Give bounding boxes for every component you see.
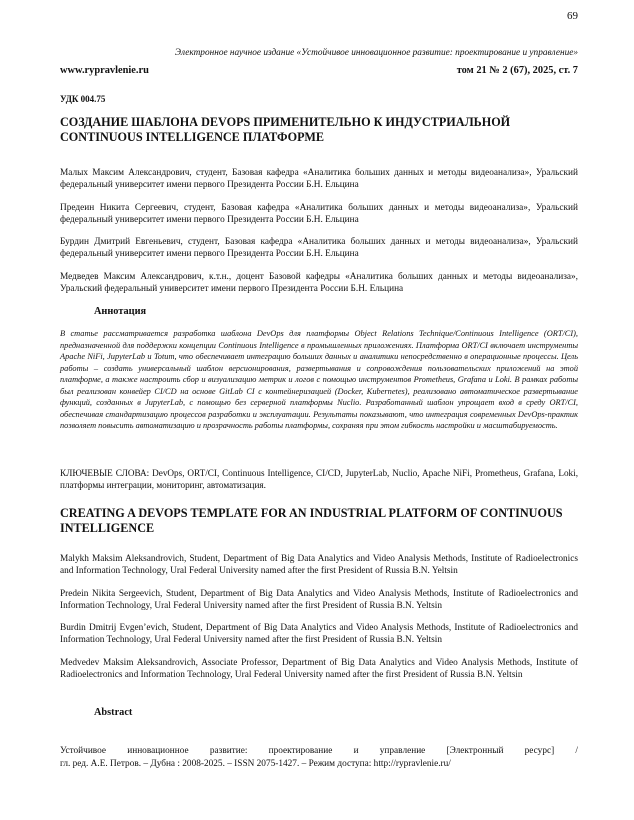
author-en-3: Burdin Dmitrij Evgen’evich, Student, Department of Big Data Analytics and Video Analysis Methods, Institute of Radioelectronics and Information Technology, Ural Federal University named after the first President of Russia B.N. Yeltsin xyxy=(60,623,578,646)
article-title-ru: СОЗДАНИЕ ШАБЛОНА DEVOPS ПРИМЕНИТЕЛЬНО К ИНДУСТРИАЛЬНОЙ CONTINUOUS INTELLIGENCE ПЛАТФОРМЕ xyxy=(60,115,511,144)
article-title-en: CREATING A DEVOPS TEMPLATE FOR AN INDUSTRIAL PLATFORM OF CONTINUOUS INTELLIGENCE xyxy=(60,506,563,535)
author-ru-4: Медведев Максим Александрович, к.т.н., доцент Базовой кафедры «Аналитика больших данных и методы видеоанализа», Уральский федеральный университет имени первого Президента России Б.Н. Ельцина xyxy=(60,272,578,295)
annotation-heading: Аннотация xyxy=(94,306,147,317)
author-ru-2: Предеин Никита Сергеевич, студент, Базовая кафедра «Аналитика больших данных и методы видеоанализа», Уральский федеральный университет имени первого Президента России Б.Н. Ельцина xyxy=(60,203,578,226)
journal-title: Электронное научное издание «Устойчивое инновационное развитие: проектирование и управление» xyxy=(174,48,578,58)
author-en-2: Predein Nikita Sergeevich, Student, Department of Big Data Analytics and Video Analysis Methods, Institute of Radioelectronics and Information Technology, Ural Federal University named after the first President of Russia B.N. Yeltsin xyxy=(60,589,578,612)
udk-code: УДК 004.75 xyxy=(60,94,106,104)
footer-line-1: Устойчивое инновационное развитие: проектирование и управление [Электронный ресурс] / xyxy=(60,746,578,756)
abstract-heading: Abstract xyxy=(94,707,133,718)
issue-info: том 21 № 2 (67), 2025, ст. 7 xyxy=(456,65,578,76)
author-en-4: Medvedev Maksim Aleksandrovich, Associate Professor, Department of Big Data Analytics and Video Analysis Methods, Institute of Radioelectronics and Information Technology, Ural Federal University named after the first President of Russia B.N. Yeltsin xyxy=(60,658,578,681)
keywords: КЛЮЧЕВЫЕ СЛОВА: DevOps, ORT/CI, Continuous Intelligence, CI/CD, JupyterLab, Nuclio, Apache NiFi, Prometheus, Grafana, Loki, платформы интеграции, мониторинг, автоматизация. xyxy=(60,468,578,491)
author-ru-3: Бурдин Дмитрий Евгеньевич, студент, Базовая кафедра «Аналитика больших данных и методы видеоанализа», Уральский федеральный университет имени первого Президента России Б.Н. Ельцина xyxy=(60,237,578,260)
journal-website[interactable]: www.rypravlenie.ru xyxy=(60,65,149,76)
footer-line-2: гл. ред. А.Е. Петров. – Дубна : 2008-2025. – ISSN 2075-1427. – Режим доступа: http://rypravlenie.ru/ xyxy=(60,758,451,769)
citation-footer xyxy=(60,745,578,770)
page-number: 69 xyxy=(567,10,578,22)
annotation-text: В статье рассматривается разработка шаблона DevOps для платформы Object Relations Technique/Continuous Intelligence (ORT/CI), предназначенной для поддержки концепции Continuous Intelligence в промышленных приложениях. Платформа ORT/CI включает инструменты Apache NiFi, JupyterLab и Totum, что обеспечивает интеграцию больших данных и аналитики непосредственно в операционные процессы. Цель работы – создать универсальный шаблон версионирования, развертывания и сопровождения пользовательских приложений на этой платформе, а также настроить сбор и визуализацию метрик и логов с помощью инструментов Prometheus, Grafana и Loki. В рамках работы был реализован конвейер CI/CD на основе GitLab CI с контейнеризацией (Docker, Kubernetes), реализовано автоматическое развертывание функций, созданных в JupyterLab, с помощью без серверной платформы Nuclio. Разработанный шаблон упрощает вход в среду ORT/CI, обеспечивая стандартизацию процессов разработки и эксплуатации. Результаты показывают, что интеграция современных DevOps-практик позволяет повысить автоматизацию и прозрачность работы платформы, сохраняя при этом гибкость настройки и масштабируемость. xyxy=(60,329,578,430)
author-ru-1: Малых Максим Александрович, студент, Базовая кафедра «Аналитика больших данных и методы видеоанализа», Уральский федеральный университет имени первого Президента России Б.Н. Ельцина xyxy=(60,168,578,191)
author-en-1: Malykh Maksim Aleksandrovich, Student, Department of Big Data Analytics and Video Analysis Methods, Institute of Radioelectronics and Information Technology, Ural Federal University named after the first President of Russia B.N. Yeltsin xyxy=(60,554,578,577)
